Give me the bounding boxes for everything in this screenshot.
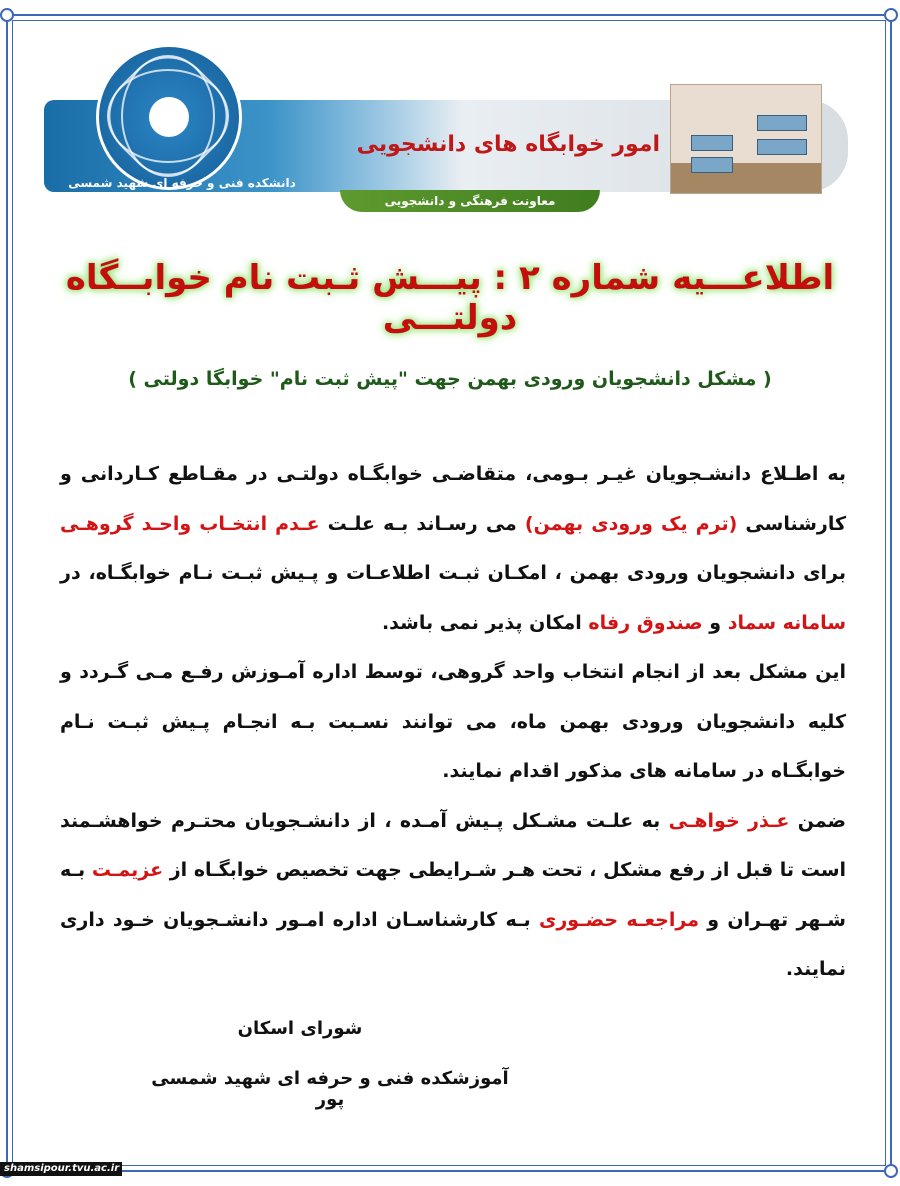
highlight-text: عـدم انتخـاب واحـد گروهـی [60,512,320,535]
announcement-title: اطلاعـــیه شماره ۲ : پیـــش ثـبت نام خوابــگاه دولتـــی [65,258,835,338]
highlight-text: صندوق رفاه [588,611,703,634]
site-url-watermark: shamsipour.tvu.ac.ir [0,1162,122,1176]
signature-council: شورای اسکان [237,1018,363,1039]
body-paragraph-2: این مشکل بعد از انجام انتخاب واحد گروهی، توسط اداره آمـوزش رفـع مـی گـردد و کلیه دانشجویان ورودی بهمن ماه، می توانند نسـبت بـه انجـام پـیش ثبـت نـام خوابگـاه در سامانه های مذکور اقدام نمایند. [60,661,846,782]
body-text: بـه شـهر تهـران و [60,859,846,931]
announcement-body [60,450,846,995]
signature-college: آموزشکده فنی و حرفه ای شهید شمسی پور [151,1068,509,1110]
dorm-room-image [670,84,822,194]
highlight-text: (ترم یک ورودی بهمن) [524,512,738,535]
highlight-text: عـذر خواهـی [668,809,790,832]
department-title: امور خوابگاه های دانشجویی [356,132,660,157]
corner-ornament [884,1164,898,1178]
college-logo-icon [96,44,242,190]
body-text: بـه کارشناسـان اداره امـور دانشـجویان خـود داری نمایند. [60,908,846,980]
header-subunit-ribbon [340,190,600,212]
corner-ornament [0,8,14,22]
highlight-text: سامانه سماد [727,611,846,634]
body-text: و [702,611,728,634]
announcement-subtitle: ( مشکل دانشجویان ورودی بهمن جهت "پیش ثبت نام" خوابگا دولتی ) [128,368,772,390]
corner-ornament [884,8,898,22]
college-name: دانشکده فنی و حرفه ای شهید شمسی پور تهران [68,176,296,204]
body-text: برای دانشجویان ورودی بهمن ، امکـان ثبـت اطلاعـات و پـیش ثبـت نـام خوابگـاه، در [60,562,846,584]
body-text: می رسـاند بـه علـت [319,512,525,535]
body-text: ضمن [789,809,846,832]
body-text: به علـت مشـکل پـیش آمـده ، از دانشـجویان محتـرم خواهشـمند است تا قبل از رفع مشکل ، تحت هـر شـرایطی جهت تخصیص خوابگـاه از [60,809,847,881]
body-text: به اطـلاع دانشـجویان غیـر بـومی، متقاضـی خوابگـاه دولتـی در مقـاطع کـاردانی و کارشناسی [60,463,847,535]
subunit-label: معاونت فرهنگی و دانشجویی [384,194,556,208]
emblem-icon [149,97,189,137]
highlight-text: عزیمـت [91,859,164,881]
body-text: امکان پذیر نمی باشد. [381,611,589,634]
highlight-text: مراجعـه حضـوری [538,908,699,931]
